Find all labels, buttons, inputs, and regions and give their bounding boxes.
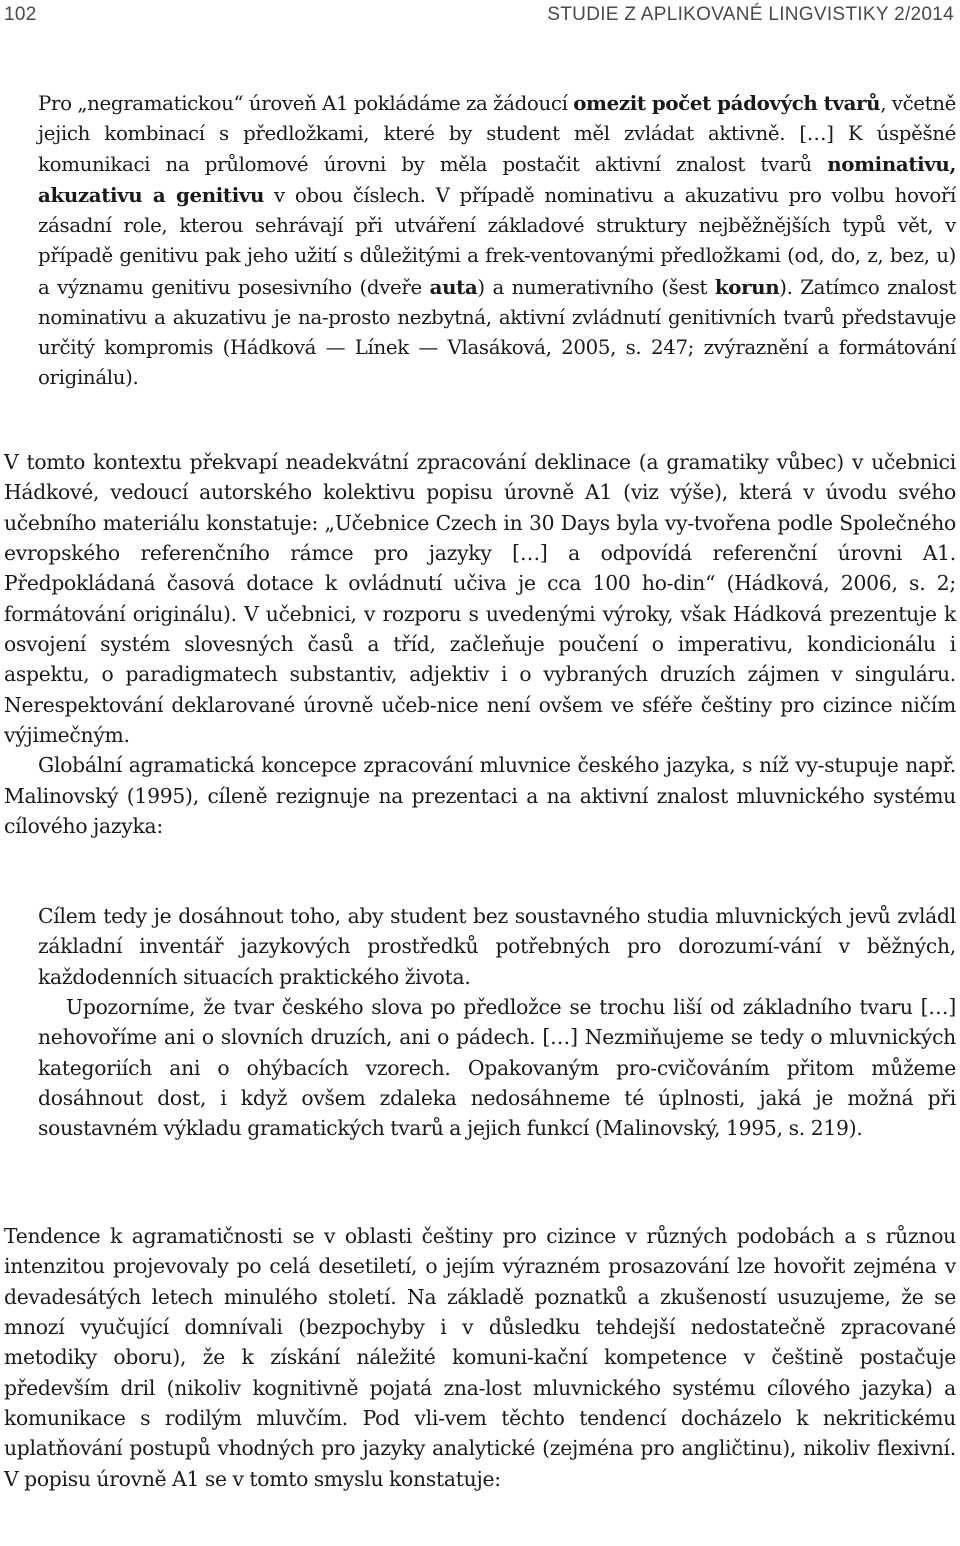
quote-text: , včetně jejich kombinací s předložkami, které by student měl zvládat aktivně. […] K úspěšné komunikaci na průlomové úrovni by měla postačit aktivní znalost tvarů	[38, 92, 956, 177]
running-header	[4, 4, 954, 30]
quote-text: v obou číslech. V případě nominativu a akuzativu pro volbu hovoří zásadní role, kterou sehrávají při utváření základové struktury nejběžnějších typů vět, v případě genitivu pak jeho užití s důležitými a frek-ventovanými předložkami (od, do, z, bez, u) a významu genitivu posesivního (dveře	[38, 184, 956, 299]
quote-text: ). Zatímco znalost nominativu a akuzativu je na-prosto nezbytná, aktivní zvládnutí genitivních tvarů představuje určitý kompromis (Hádková — Línek — Vlasáková, 2005, s. 247; zvýraznění a formátování originálu).	[38, 275, 956, 389]
quote-bold: korun	[714, 274, 780, 299]
body-paragraph: Globální agramatická koncepce zpracování mluvnice českého jazyka, s níž vy-stupuje např. Malinovský (1995), cíleně rezignuje na prezentaci a na aktivní znalost mluvnického systému cílového jazyka:	[4, 753, 956, 839]
body-section-2	[4, 1221, 956, 1494]
quote-paragraph	[38, 88, 956, 393]
body-paragraph: V tomto kontextu překvapí neadekvátní zpracování deklinace (a gramatiky vůbec) v učebnici Hádkové, vedoucí autorského kolektivu popisu úrovně A1 (viz výše), která v úvodu svého učebního materiálu konstatuje: „Učebnice Czech in 30 Days byla vy-tvořena podle Společného evropského referenčního rámce pro jazyky […] a odpovídá referenční úrovni A1. Předpokládaná časová dotace k ovládnutí učiva je cca 100 ho-din“ (Hádková, 2006, s. 2; formátování originálu). V učebnici, v rozporu s uvedenými výroky, však Hádková prezentuje k osvojení systém slovesných časů a tříd, začleňuje poučení o imperativu, kondicionálu i aspektu, o paradigmatech substantiv, adjektiv i o vybraných druzích zájmen v singuláru. Nerespektování deklarované úrovně učeb-nice není ovšem ve sféře češtiny pro cizince ničím výjimečným.	[4, 450, 956, 748]
quote-text: ) a numerativního (šest	[477, 275, 715, 299]
body-paragraph: Tendence k agramatičnosti se v oblasti češtiny pro cizince v různých podobách a s různou intenzitou projevovaly po celá desetiletí, o jejím výrazném prosazování lze hovořit zejména v devadesátých letech minulého století. Na základě poznatků a zkušeností usuzujeme, že se mnozí vyučující domnívali (bezpochyby i v důsledku tehdejší nedostatečně zpracované metodiky oboru), že k získání náležité komuni-kační kompetence v češtině postačuje především dril (nikoliv kognitivně pojatá zna-lost mluvnického systému cílového jazyka) a komunikace s rodilým mluvčím. Pod vli-vem těchto tendencí docházelo k nekritickému uplatňování postupů vhodných pro jazyky analytické (zejména pro angličtinu), nikoliv flexivní. V popisu úrovně A1 se v tomto smyslu konstatuje:	[4, 1224, 956, 1491]
quote-paragraph: Cílem tedy je dosáhnout toho, aby student bez soustavného studia mluvnických jevů zvládl základní inventář jazykových prostředků potřebných pro dorozumí-vání v běžných, každodenních situacích praktického života.	[38, 904, 956, 989]
quote-bold: nominativu, akuzativu a genitivu	[38, 152, 956, 208]
block-quote-1	[38, 88, 956, 393]
body-section-1	[4, 447, 956, 841]
page-number: 102	[4, 4, 37, 25]
quote-paragraph: Upozorníme, že tvar českého slova po předložce se trochu liší od základního tvaru […] nehovoříme ani o slovních druzích, ani o pádech. […] Nezmiňujeme se tedy o mluvnických kategoriích ani o ohýbacích vzorech. Opakovaným pro-cvičováním přitom můžeme dosáhnout dost, i když ovšem zdaleka nedosáhneme té úplnosti, jaká je možná při soustavném výkladu gramatických tvarů a jejich funkcí (Malinovský, 1995, s. 219).	[38, 995, 956, 1141]
quote-text: Pro „negramatickou“ úroveň A1 pokládáme za žádoucí	[38, 92, 574, 115]
journal-title: STUDIE Z APLIKOVANÉ LINGVISTIKY 2/2014	[547, 4, 954, 25]
quote-bold: auta	[429, 274, 478, 299]
block-quote-2	[38, 901, 956, 1144]
quote-bold: omezit počet pádových tvarů	[573, 91, 881, 115]
